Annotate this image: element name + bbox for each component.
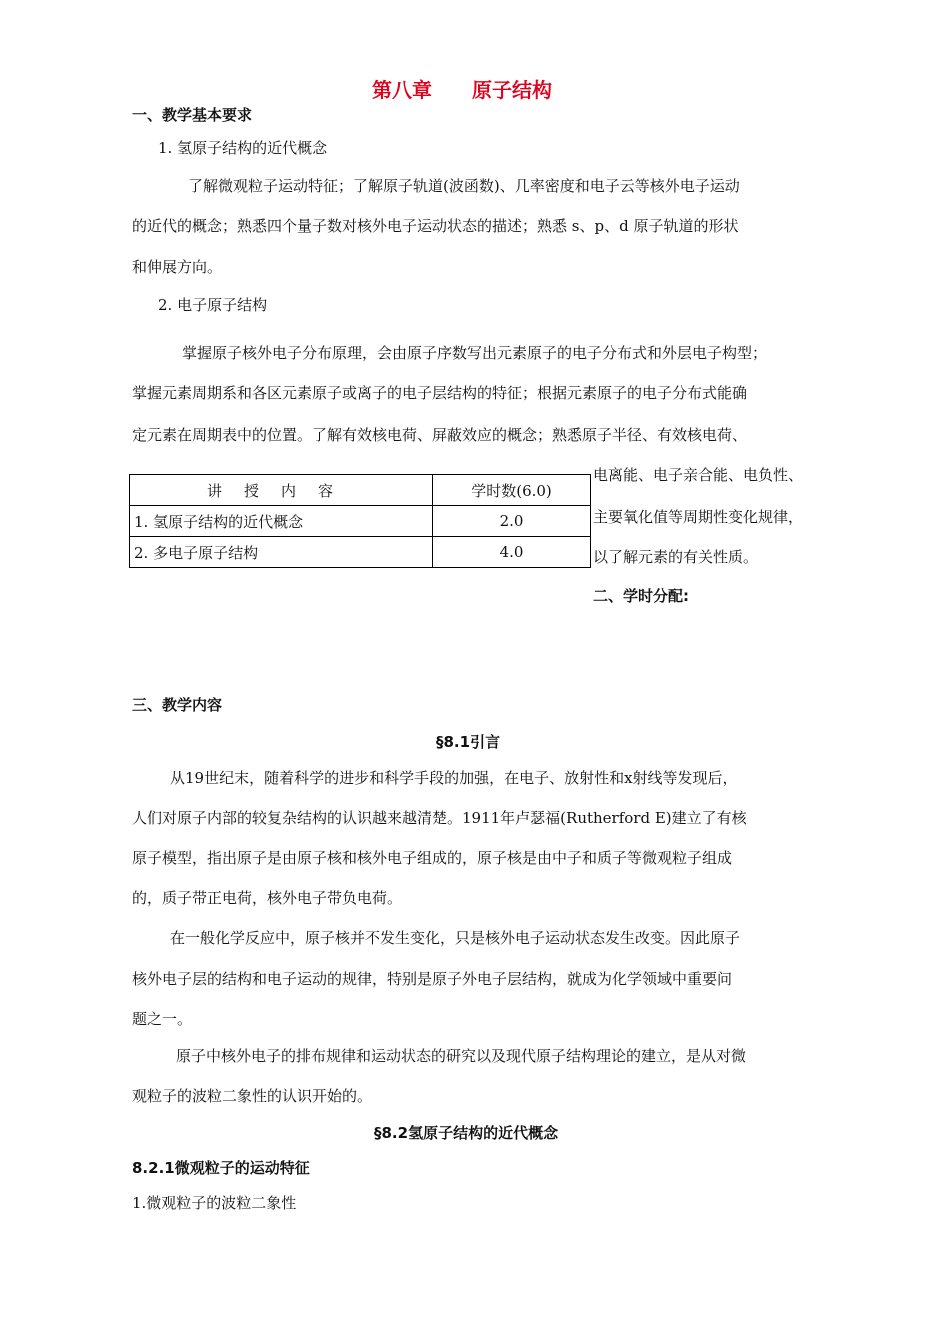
section-heading-hours: 二、学时分配: xyxy=(593,587,689,605)
paragraph-line: 观粒子的波粒二象性的认识开始的。 xyxy=(132,1087,373,1105)
table-header-hours: 学时数(6.0) xyxy=(433,475,591,506)
paragraph-line: 原子模型，指出原子是由原子核和核外电子组成的，原子核是由中子和质子等微观粒子组成 xyxy=(132,849,733,867)
section-heading-requirements: 一、教学基本要求 xyxy=(132,106,253,124)
table-row xyxy=(130,506,591,537)
class-hours-table xyxy=(129,474,591,568)
paragraph-line: 电离能、电子亲合能、电负性、 xyxy=(593,466,804,484)
table-row xyxy=(130,537,591,568)
paragraph-line: 的，质子带正电荷，核外电子带负电荷。 xyxy=(132,889,403,907)
paragraph-line: 人们对原子内部的较复杂结构的认识越来越清楚。1911年卢瑟福(Rutherford E)建立了有核 xyxy=(132,809,747,827)
table-cell-content: 2. 多电子原子结构 xyxy=(130,537,433,568)
paragraph-line: 在一般化学反应中，原子核并不发生变化，只是核外电子运动状态发生改变。因此原子 xyxy=(170,929,741,947)
paragraph-line: 题之一。 xyxy=(132,1010,193,1028)
table-header-content: 讲授内容 xyxy=(130,475,433,506)
requirement-item-2: 2. 电子原子结构 xyxy=(158,296,268,314)
subsection-title-8-2-1: 8.2.1微观粒子的运动特征 xyxy=(132,1159,310,1177)
page-title: 第八章 原子结构 xyxy=(372,78,552,102)
paragraph-line: 原子中核外电子的排布规律和运动状态的研究以及现代原子结构理论的建立，是从对微 xyxy=(176,1047,747,1065)
table-cell-content: 1. 氢原子结构的近代概念 xyxy=(130,506,433,537)
paragraph-line: 主要氧化值等周期性变化规律， xyxy=(593,508,804,526)
paragraph-line: 的近代的概念；熟悉四个量子数对核外电子运动状态的描述；熟悉 s、p、d 原子轨道的形状 xyxy=(132,217,739,235)
paragraph-line: 核外电子层的结构和电子运动的规律，特别是原子外电子层结构，就成为化学领域中重要问 xyxy=(132,970,733,988)
table-cell-hours: 2.0 xyxy=(433,506,591,537)
list-item: 1.微观粒子的波粒二象性 xyxy=(132,1194,297,1212)
subsection-title-8-1: §8.1引言 xyxy=(436,733,501,751)
paragraph-line: 掌握原子核外电子分布原理，会由原子序数写出元素原子的电子分布式和外层电子构型； xyxy=(182,344,768,362)
subsection-title-8-2: §8.2氢原子结构的近代概念 xyxy=(374,1124,559,1142)
paragraph-line: 从19世纪末，随着科学的进步和科学手段的加强，在电子、放射性和x射线等发现后， xyxy=(170,769,738,787)
requirement-item-1: 1. 氢原子结构的近代概念 xyxy=(158,139,328,157)
paragraph-line: 和伸展方向。 xyxy=(132,258,223,276)
table-header-row xyxy=(130,475,591,506)
section-heading-content: 三、教学内容 xyxy=(132,696,223,714)
paragraph-line: 掌握元素周期系和各区元素原子或离子的电子层结构的特征；根据元素原子的电子分布式能确 xyxy=(132,384,748,402)
paragraph-line: 以了解元素的有关性质。 xyxy=(593,548,759,566)
table-cell-hours: 4.0 xyxy=(433,537,591,568)
paragraph-line: 定元素在周期表中的位置。了解有效核电荷、屏蔽效应的概念；熟悉原子半径、有效核电荷、 xyxy=(132,426,748,444)
paragraph-line: 了解微观粒子运动特征；了解原子轨道(波函数)、几率密度和电子云等核外电子运动 xyxy=(188,177,740,195)
